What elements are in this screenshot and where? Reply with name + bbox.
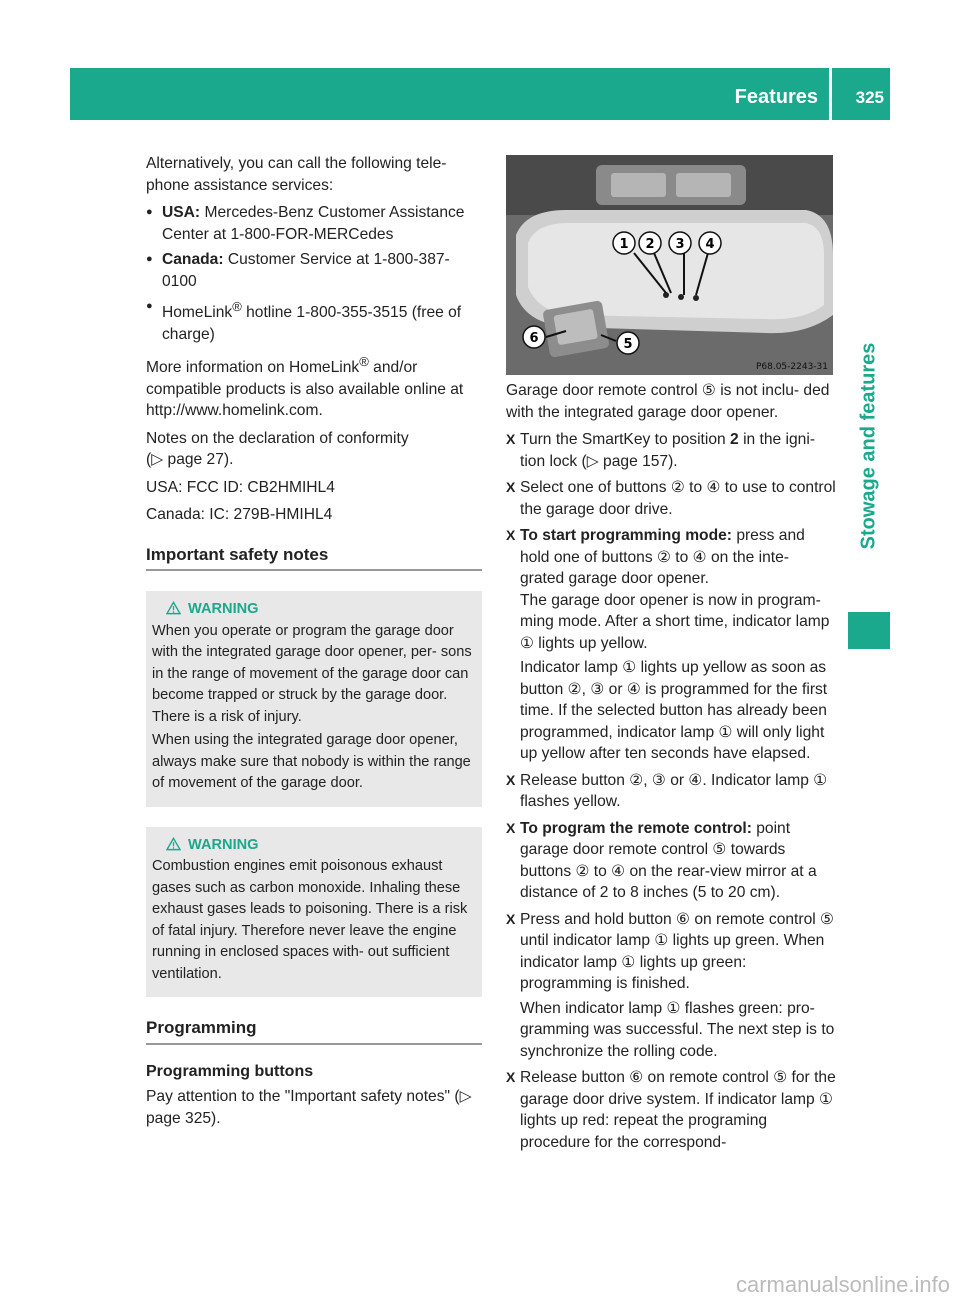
usa-fcc-id: USA: FCC ID: CB2HMIHL4: [146, 478, 335, 496]
rear-view-mirror-photo: [506, 155, 833, 375]
warning-text: Combustion engines emit poisonous exhaust gases such as carbon monoxide. Inhaling these exhaust gases leads to poisoning. There is a risk of fatal injury. Therefore never leave the engine running in enclosed spaces with- out sufficient ventilation.: [152, 858, 468, 982]
right-column: [506, 380, 836, 1158]
conformity-notes: Notes on the declaration of conformity (▷ page 27).: [146, 429, 409, 469]
warning-triangle-icon: [166, 837, 181, 851]
list-item: X To program the remote control: point garage door remote control ⑤ towards buttons ② to ④ on the rear-view mirror at a distance of 2 to 8 inches (5 to 20 cm).: [506, 819, 817, 901]
section-title: Features: [734, 86, 818, 108]
list-item: ● HomeLink® hotline 1-800-355-3515 (free of charge): [146, 296, 482, 345]
watermark: carmanualsonline.info: [735, 1272, 950, 1297]
heading-safety-notes: Important safety notes: [146, 544, 482, 572]
list-item: X Press and hold button ⑥ on remote control ⑤ until indicator lamp ① lights up green. When indicator lamp ① lights up green: programming is finished. When indicator lamp ① flashes green: pro- gramming was successful. The next step is to synchronize the rolling code.: [506, 910, 835, 1060]
warning-text: When you operate or program the garage door with the integrated garage door opener, per- sons in the range of movement of the garage door can become trapped or struck by the garage door. There is a risk of injury.: [152, 622, 472, 725]
intro-text: Garage door remote control ⑤ is not inclu- ded with the integrated garage door opener.: [506, 382, 830, 421]
callout-1: 1: [619, 237, 629, 252]
intro-text: Alternatively, you can call the following tele- phone assistance services:: [146, 155, 447, 194]
list-item: X Select one of buttons ② to ④ to use to control the garage door drive.: [506, 479, 836, 518]
canada-ic-id: Canada: IC: 279B-HMIHL4: [146, 506, 333, 524]
more-info-text: More information on HomeLink® and/or compatible products is also available online at http://www.homelink.com.: [146, 354, 464, 420]
callout-5: 5: [623, 337, 633, 352]
warning-label: WARNING: [188, 835, 476, 857]
list-item: ● Canada: Customer Service at 1-800-387-0100: [146, 249, 482, 292]
mirror-illustration: [506, 155, 833, 375]
list-item: X To start programming mode: press and hold one of buttons ② to ④ on the inte- grated garage door opener. The garage door opener is now in program- ming mode. After a short time, indicator lamp ① lights up yellow. Indicator lamp ① lights up yellow as soon as button ②, ③ or ④ is programmed for the first time. If the selected button has already been programmed, indicator lamp ① will only light up yellow after ten seconds have elapsed.: [506, 527, 830, 762]
callout-6: 6: [529, 331, 539, 346]
warning-box: [146, 827, 482, 998]
steps-list: [506, 429, 836, 1153]
callout-3: 3: [675, 237, 685, 252]
page-number: 325: [855, 88, 884, 107]
warning-triangle-icon: [166, 601, 181, 615]
heading-programming-buttons: Programming buttons: [146, 1062, 314, 1080]
list-item: X Release button ⑥ on remote control ⑤ for the garage door drive system. If indicator lamp ① lights up red: repeat the programing procedure for the correspond-: [506, 1069, 836, 1151]
list-item: X Release button ②, ③ or ④. Indicator lamp ① flashes yellow.: [506, 771, 828, 810]
callout-2: 2: [645, 237, 655, 252]
chapter-side-label: Stowage and features: [857, 342, 880, 550]
chapter-side-marker: [848, 612, 890, 649]
warning-text: When using the integrated garage door opener, always make sure that nobody is within the range of movement of the garage door.: [152, 732, 471, 792]
attention-text: Pay attention to the "Important safety notes" (▷ page 325).: [146, 1088, 472, 1127]
heading-programming: Programming: [146, 1017, 482, 1045]
header-divider: [829, 68, 832, 120]
warning-label: WARNING: [188, 599, 476, 621]
callout-4: 4: [705, 237, 715, 252]
page-header: [70, 68, 890, 120]
warning-box: [146, 591, 482, 807]
assistance-list: [146, 202, 482, 345]
photo-code: P68.05-2243-31: [755, 362, 828, 372]
left-column: [146, 153, 482, 1135]
list-item: ● USA: Mercedes-Benz Customer Assistance Center at 1-800-FOR-MERCedes: [146, 202, 482, 245]
list-item: X Turn the SmartKey to position 2 in the igni- tion lock (▷ page 157).: [506, 431, 816, 470]
